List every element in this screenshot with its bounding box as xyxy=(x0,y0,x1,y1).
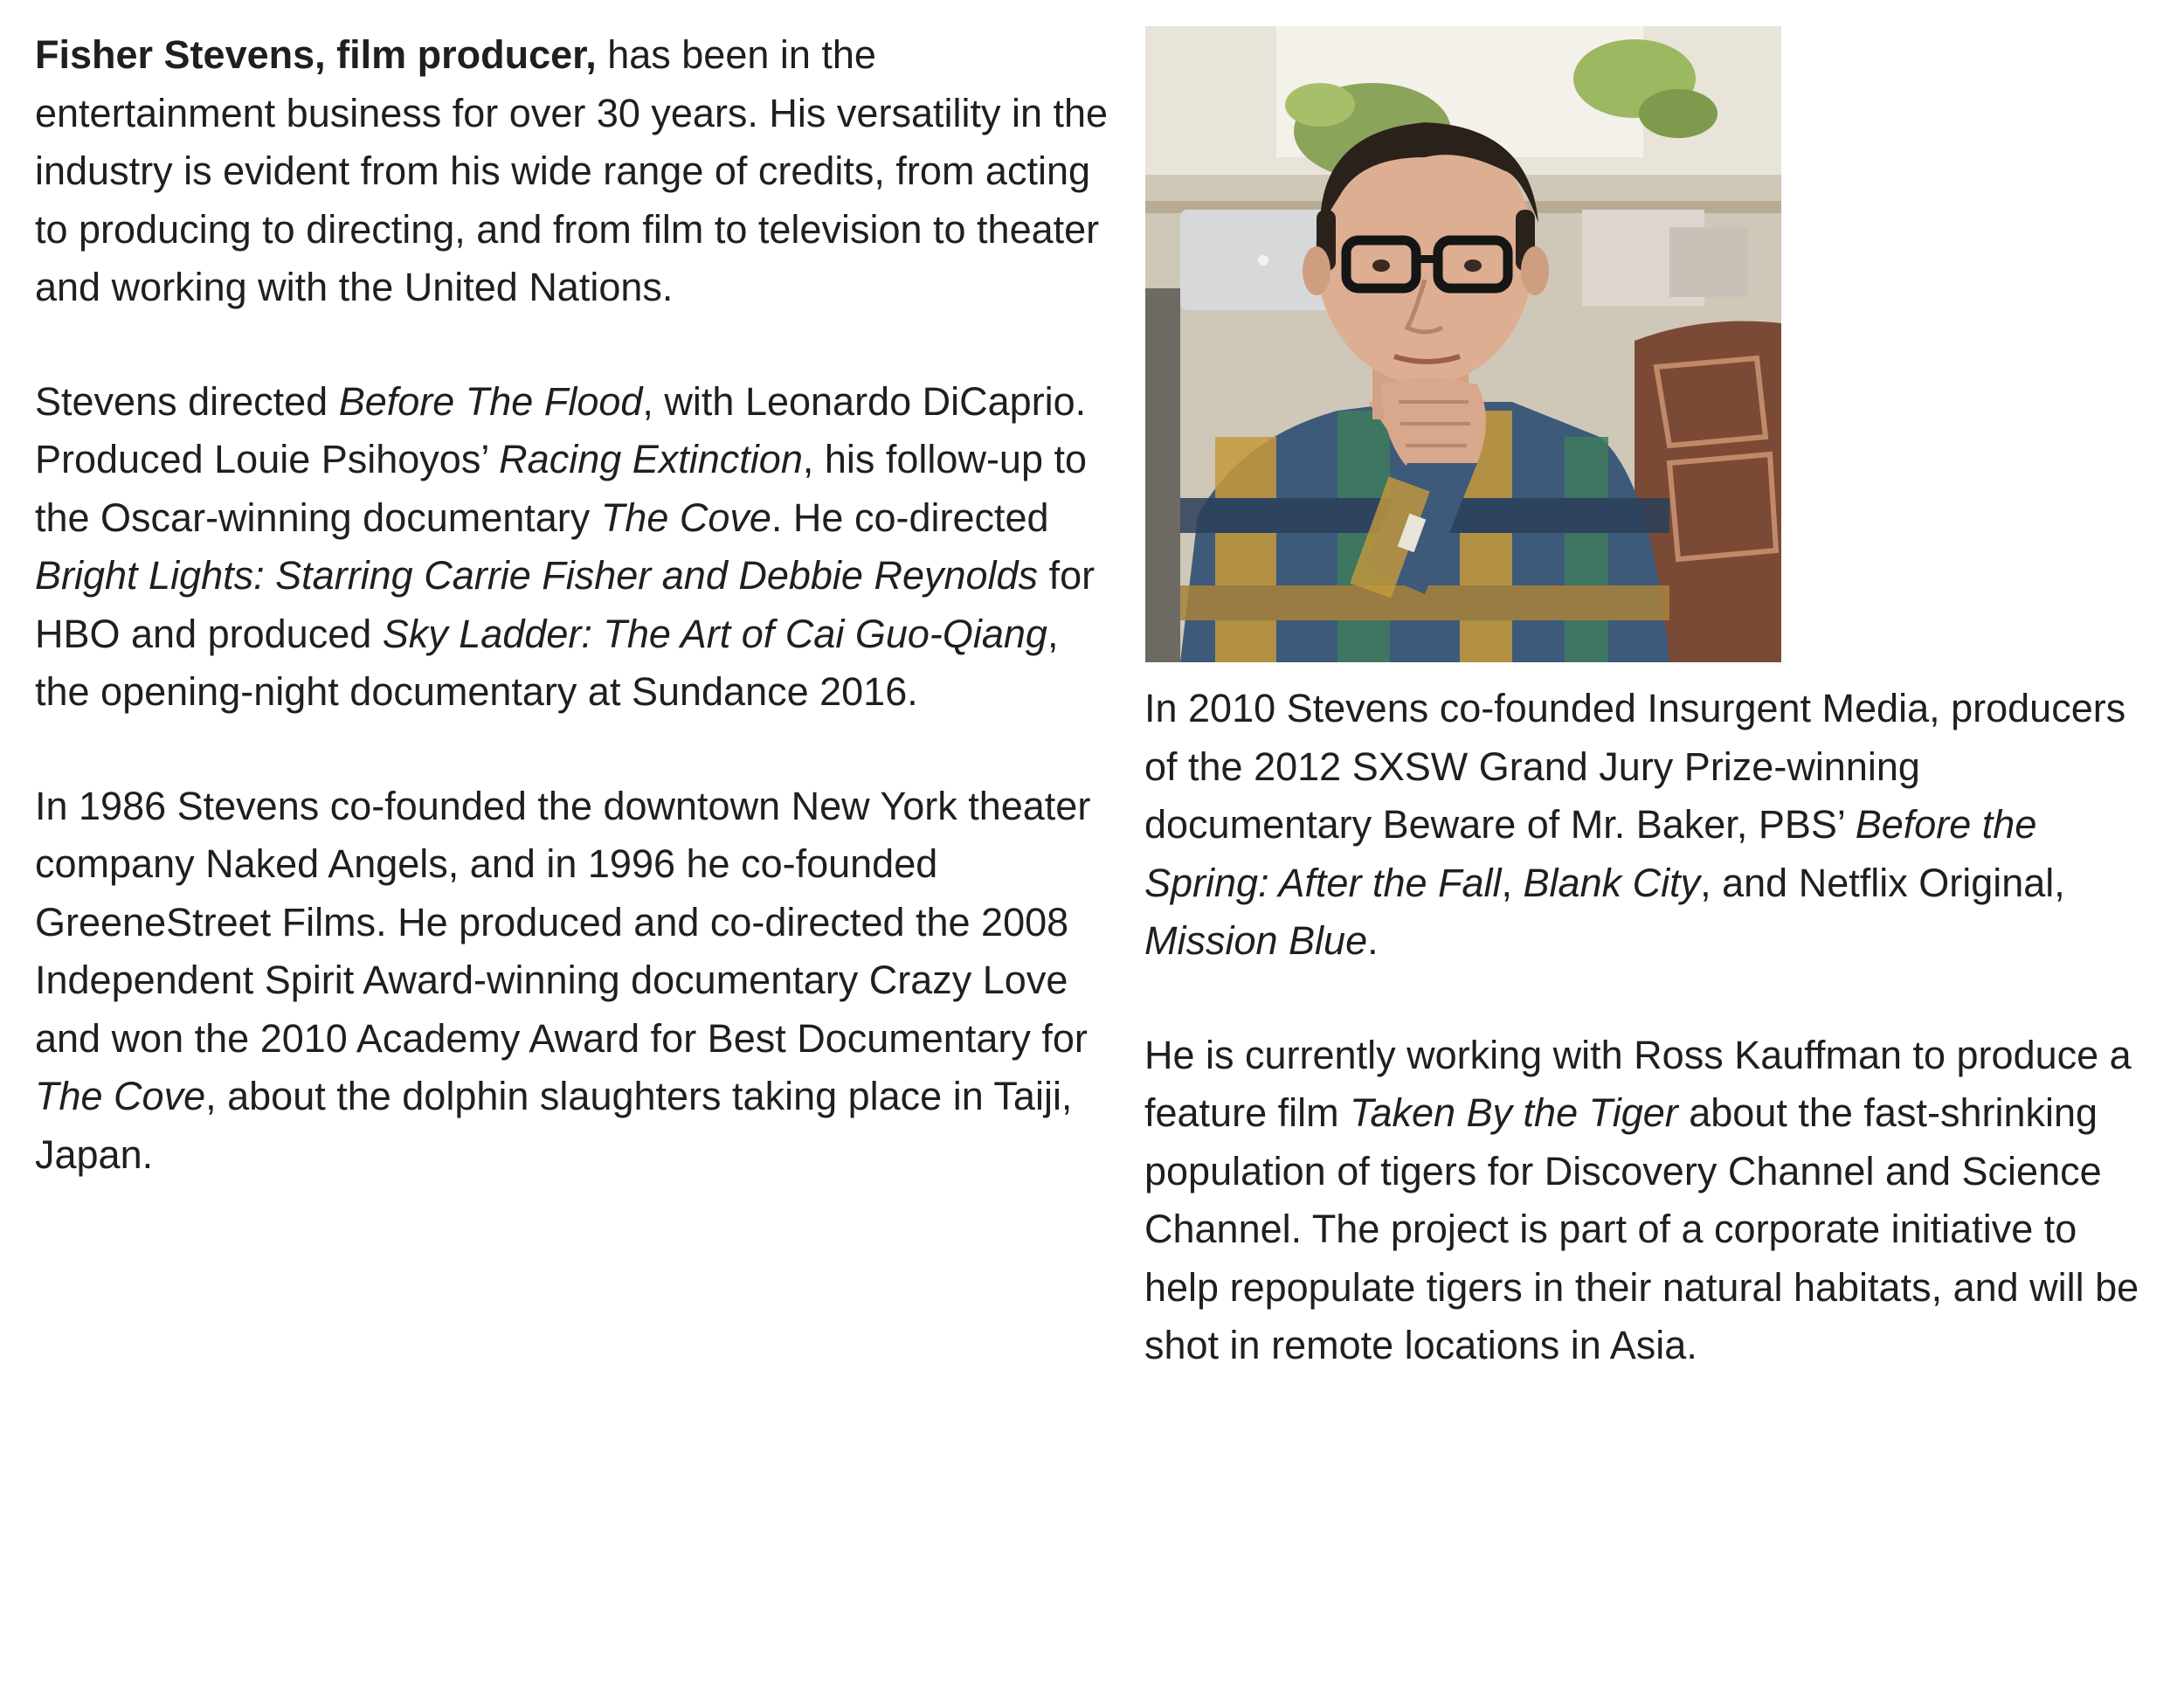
film-title: Blank City xyxy=(1523,860,1701,905)
film-title: Taken By the Tiger xyxy=(1350,1090,1678,1135)
film-title: Before the Spring: After the Fall xyxy=(1144,802,2037,905)
bio-paragraph-insurgent-media xyxy=(1144,680,2158,971)
text-run: , xyxy=(1501,860,1524,905)
text-run: , with Leonardo DiCaprio. Produced Louie Psihoyos’ xyxy=(35,378,1087,481)
text-run: , about the dolphin slaughters taking place in Taiji, Japan. xyxy=(35,1074,1073,1177)
film-title: The Cove xyxy=(35,1074,206,1118)
right-column xyxy=(1144,26,2158,1431)
text-run: Stevens directed xyxy=(35,378,339,424)
text-run: , and Netflix Original, xyxy=(1700,860,2065,905)
text-run: about the fast-shrinking population of tigers for Discovery Channel and Science Channel. The project is part of a corporate initiative to help repopulate tigers in their natural habitats, and will be shot in remote locations in Asia. xyxy=(1144,1090,2139,1367)
portrait-illustration xyxy=(1145,26,1781,662)
text-run: . He co-directed xyxy=(771,495,1049,540)
film-title: Sky Ladder: The Art of Cai Guo-Qiang xyxy=(382,611,1047,656)
bio-paragraph-directing xyxy=(35,373,1118,722)
bio-paragraph-intro xyxy=(35,26,1118,317)
film-title: Bright Lights: Starring Carrie Fisher and Debbie Reynolds xyxy=(35,553,1039,598)
left-column xyxy=(35,26,1118,1240)
text-run: In 2010 Stevens co-founded Insurgent Media, producers of the 2012 SXSW Grand Jury Prize-winning documentary Beware of Mr. Baker, PBS’ xyxy=(1144,686,2126,847)
text-run: In 1986 Stevens co-founded the downtown New York theater company Naked Angels, and in 1996 he co-founded GreeneStreet Films. He produced and co-directed the 2008 Independent Spirit Award-winning documentary Crazy Love and won the 2010 Academy Award for Best Documentary for xyxy=(35,783,1091,1061)
text-run: , his follow-up to the Oscar-winning documentary xyxy=(35,437,1088,540)
bio-paragraph-history xyxy=(35,778,1118,1185)
film-title: The Cove xyxy=(600,495,771,540)
bio-name-lead: Fisher Stevens, film producer, xyxy=(35,32,597,77)
portrait-photo xyxy=(1145,26,1781,662)
film-title: Before The Flood xyxy=(338,378,643,424)
film-title: Racing Extinction xyxy=(499,437,803,481)
intro-text: has been in the entertainment business for over 30 years. His versatility in the industry is evident from his wide range of credits, from acting to producing to directing, and from film to television to theater and working with the United Nations. xyxy=(35,32,1109,309)
film-title: Mission Blue xyxy=(1144,918,1368,963)
text-run: , the opening-night documentary at Sundance 2016. xyxy=(35,611,1059,714)
text-run: He is currently working with Ross Kauffman to produce a feature film xyxy=(1144,1032,2132,1135)
bio-paragraph-current-work xyxy=(1144,1027,2158,1375)
text-run: . xyxy=(1367,918,1379,963)
text-run: for HBO and produced xyxy=(35,553,1095,656)
